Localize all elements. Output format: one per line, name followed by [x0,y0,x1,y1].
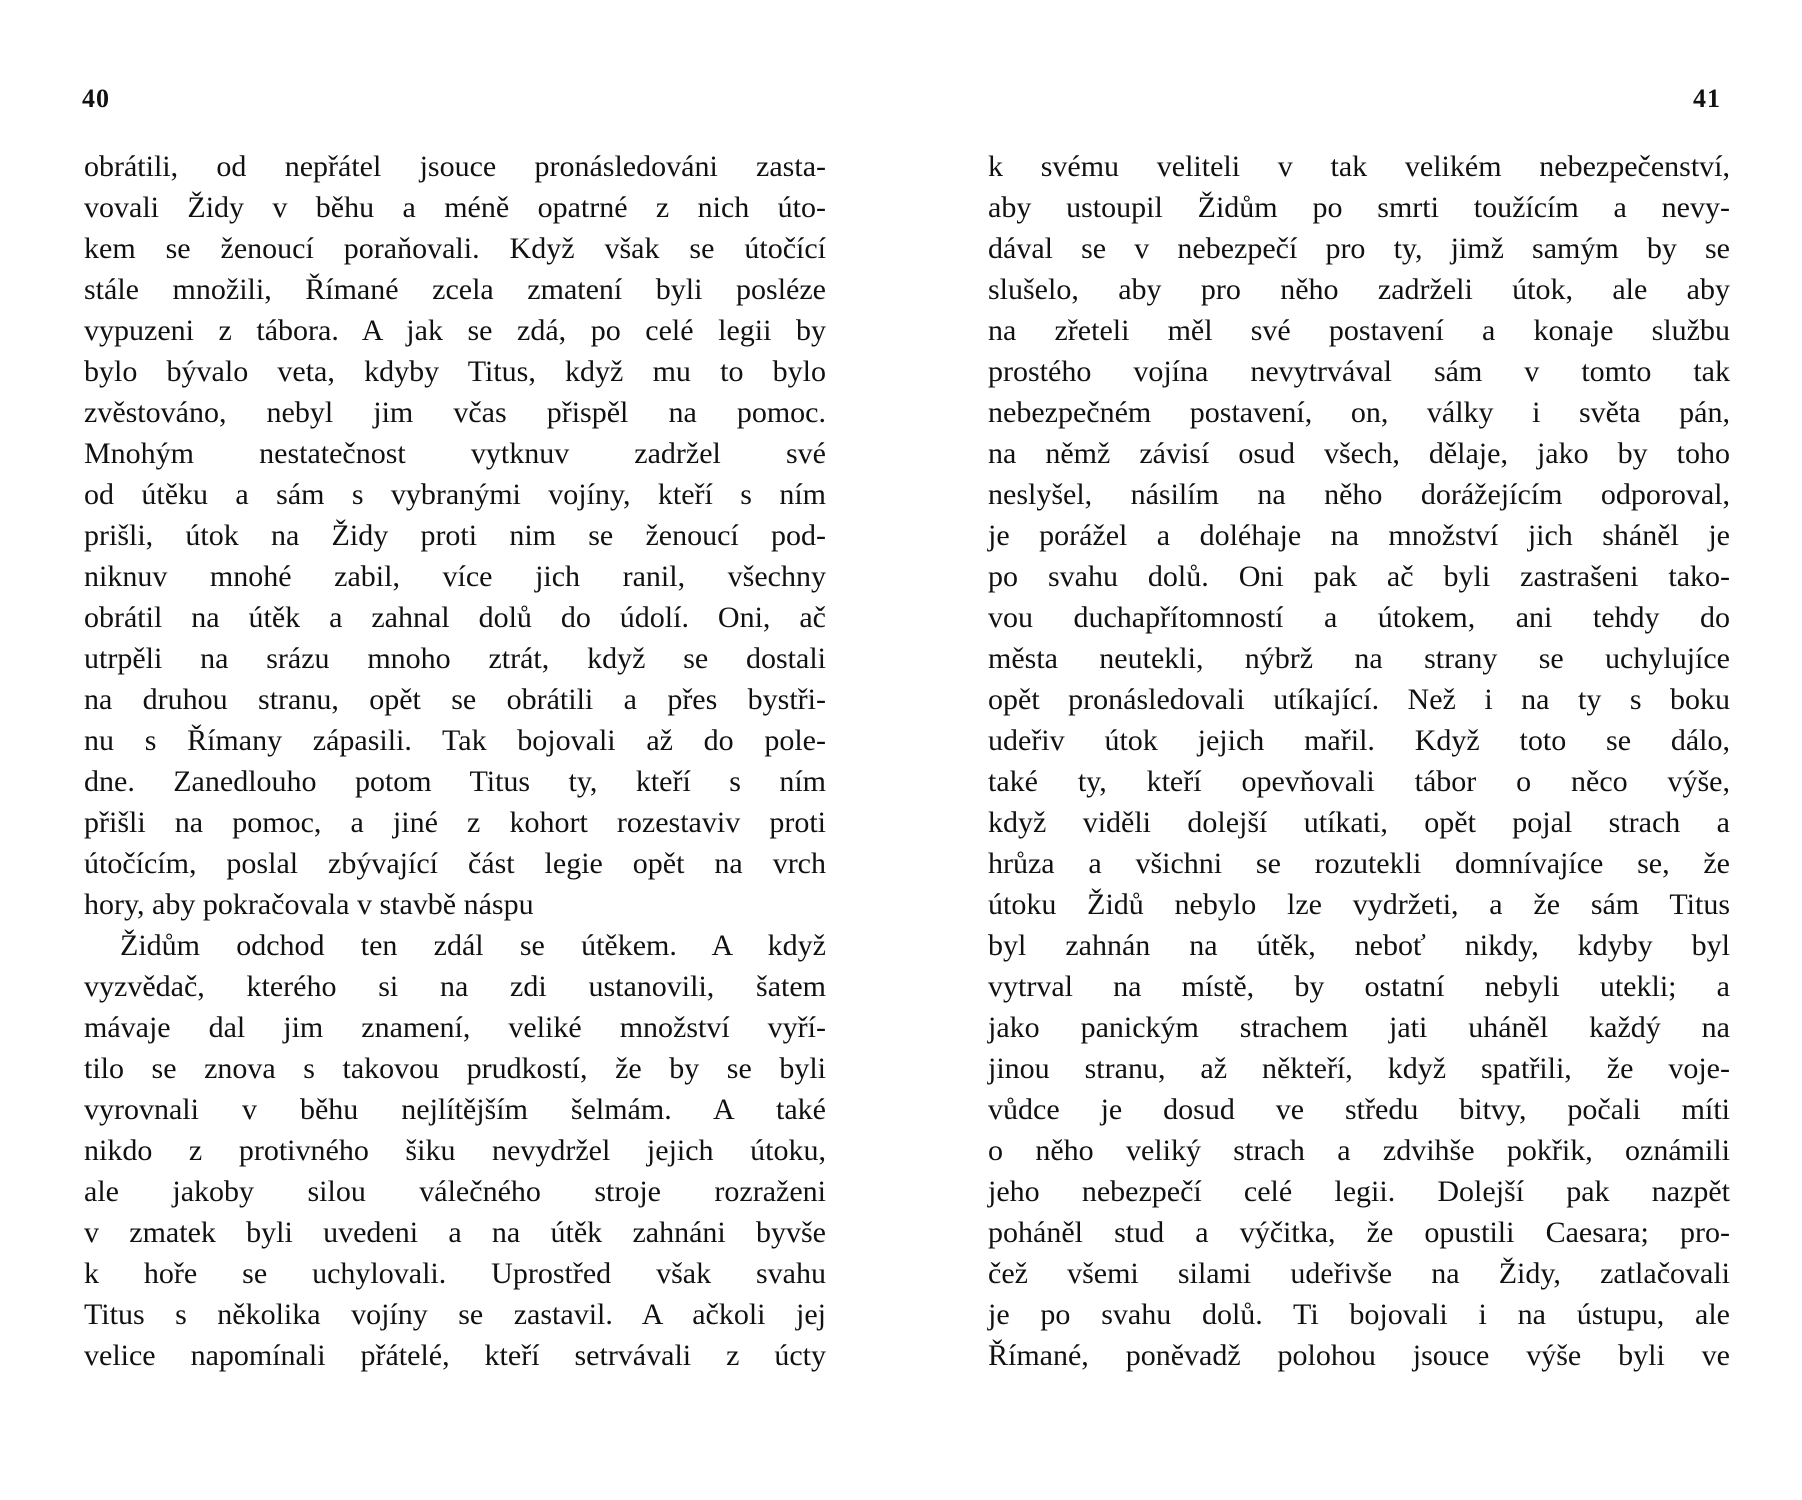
text-line: stále množili, Římané zcela zmatení byli posléze [84,273,826,306]
paragraph-end-line: hory, aby pokračovala v stavbě náspu [84,888,534,921]
text-line: utrpěli na srázu mnoho ztrát, když se dostali [84,642,826,675]
text-line: vou duchapřítomností a útokem, ani tehdy do [988,601,1730,634]
text-line: vyrovnali v běhu nejlítějším šelmám. A také [84,1093,826,1126]
left-page-text [84,146,826,1376]
text-line: mávaje dal jim znamení, veliké množství vyří- [84,1011,826,1044]
text-line: obrátili, od nepřátel jsouce pronásledováni zasta- [84,150,826,183]
text-line: jinou stranu, až někteří, když spatřili, že voje- [988,1052,1730,1085]
text-line: také ty, kteří opevňovali tábor o něco výše, [988,765,1730,798]
text-line: o něho veliký strach a zdvihše pokřik, oznámili [988,1134,1730,1167]
text-line: přišli na pomoc, a jiné z kohort rozestaviv proti [84,806,826,839]
text-line: slušelo, aby pro něho zadrželi útok, ale aby [988,273,1730,306]
text-line: neslyšel, násilím na něho dorážejícím odporoval, [988,478,1730,511]
text-line: Titus s několika vojíny se zastavil. A ačkoli jej [84,1298,826,1331]
paragraph-start-line: Židům odchod ten zdál se útěkem. A když [120,929,826,962]
text-line: prišli, útok na Židy proti nim se ženoucí pod- [84,519,826,552]
text-line: je porážel a doléhaje na množství jich sháněl je [988,519,1730,552]
text-line: niknuv mnohé zabil, více jich ranil, všechny [84,560,826,593]
text-line: byl zahnán na útěk, neboť nikdy, kdyby byl [988,929,1730,962]
text-line: na němž závisí osud všech, dělaje, jako by toho [988,437,1730,470]
right-page-number: 41 [1693,84,1721,113]
text-line: od útěku a sám s vybranými vojíny, kteří s ním [84,478,826,511]
text-line: Mnohým nestatečnost vytknuv zadržel své [84,437,826,470]
text-line: nikdo z protivného šiku nevydržel jejich útoku, [84,1134,826,1167]
text-line: jako panickým strachem jati uháněl každý na [988,1011,1730,1044]
text-line: aby ustoupil Židům po smrti toužícím a nevy- [988,191,1730,224]
text-line: bylo bývalo veta, kdyby Titus, když mu to bylo [84,355,826,388]
text-line: k svému veliteli v tak velikém nebezpečenství, [988,150,1730,183]
right-page [900,0,1802,1500]
text-line: útočícím, poslal zbývající část legie opět na vrch [84,847,826,880]
text-line: dne. Zanedlouho potom Titus ty, kteří s ním [84,765,826,798]
left-page-number: 40 [82,84,110,113]
text-line: jeho nebezpečí celé legii. Dolejší pak nazpět [988,1175,1730,1208]
text-line: města neutekli, nýbrž na strany se uchylujíce [988,642,1730,675]
text-line: po svahu dolů. Oni pak ač byli zastrašeni tako- [988,560,1730,593]
text-line: obrátil na útěk a zahnal dolů do údolí. Oni, ač [84,601,826,634]
text-line: ale jakoby silou válečného stroje rozraženi [84,1175,826,1208]
text-line: tilo se znova s takovou prudkostí, že by se byli [84,1052,826,1085]
left-page [0,0,900,1500]
text-line: vůdce je dosud ve středu bitvy, počali míti [988,1093,1730,1126]
text-line: útoku Židů nebylo lze vydržeti, a že sám Titus [988,888,1730,921]
text-line: nebezpečném postavení, on, války i světa pán, [988,396,1730,429]
text-line: na zřeteli měl své postavení a konaje službu [988,314,1730,347]
text-line: dával se v nebezpečí pro ty, jimž samým by se [988,232,1730,265]
text-line: vytrval na místě, by ostatní nebyli utekli; a [988,970,1730,1003]
text-line: kem se ženoucí poraňovali. Když však se útočící [84,232,826,265]
text-line: k hoře se uchylovali. Uprostřed však svahu [84,1257,826,1290]
text-line: je po svahu dolů. Ti bojovali i na ústupu, ale [988,1298,1730,1331]
text-line: na druhou stranu, opět se obrátili a přes bystři- [84,683,826,716]
text-line: vyzvědač, kterého si na zdi ustanovili, šatem [84,970,826,1003]
text-line: vypuzeni z tábora. A jak se zdá, po celé legii by [84,314,826,347]
text-line: když viděli dolejší utíkati, opět pojal strach a [988,806,1730,839]
text-line: vovali Židy v běhu a méně opatrné z nich úto- [84,191,826,224]
right-page-text [988,146,1730,1376]
text-line: Římané, poněvadž polohou jsouce výše byli ve [988,1339,1730,1372]
text-line: zvěstováno, nebyl jim včas přispěl na pomoc. [84,396,826,429]
text-line: čež všemi silami udeřivše na Židy, zatlačovali [988,1257,1730,1290]
text-line: nu s Římany zápasili. Tak bojovali až do pole- [84,724,826,757]
text-line: opět pronásledovali utíkající. Než i na ty s boku [988,683,1730,716]
text-line: hrůza a všichni se rozutekli domnívajíce se, že [988,847,1730,880]
text-line: v zmatek byli uvedeni a na útěk zahnáni byvše [84,1216,826,1249]
text-line: udeřiv útok jejich mařil. Když toto se dálo, [988,724,1730,757]
text-line: prostého vojína nevytrvával sám v tomto tak [988,355,1730,388]
text-line: poháněl stud a výčitka, že opustili Caesara; pro- [988,1216,1730,1249]
text-line: velice napomínali přátelé, kteří setrvávali z úcty [84,1339,826,1372]
